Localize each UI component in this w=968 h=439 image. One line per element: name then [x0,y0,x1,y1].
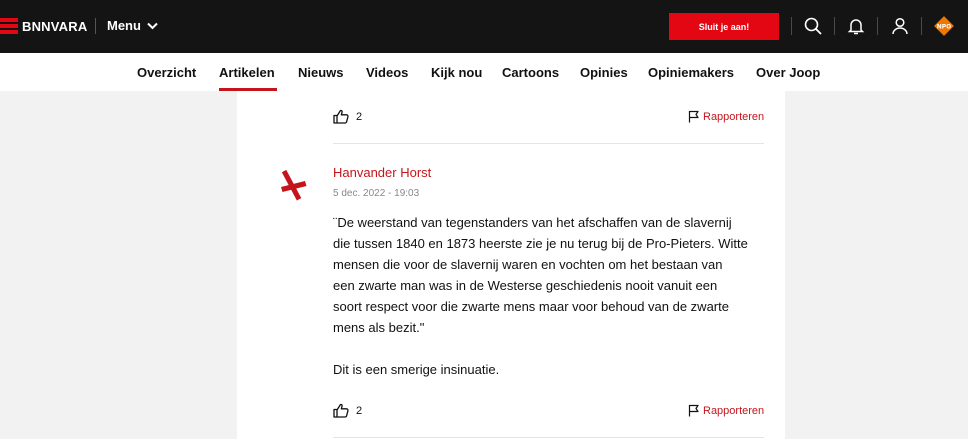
avatar [277,167,309,211]
comment-closing: Dit is een smerige insinuatie. [333,362,500,377]
report-link[interactable] [688,110,764,123]
user-icon[interactable] [888,14,912,38]
bell-icon[interactable] [844,14,868,38]
chevron-down-icon [147,22,158,30]
nav-item-kijk-nou[interactable]: Kijk nou [431,65,483,80]
divider [95,18,96,34]
comment-author[interactable]: Hanvander Horst [333,165,432,180]
nav-item-nieuws[interactable]: Nieuws [298,65,344,80]
thumbs-up-icon [333,403,349,418]
top-bar [0,0,968,53]
svg-text:NPO: NPO [936,23,952,31]
nav-item-artikelen[interactable]: Artikelen [219,65,275,80]
divider [791,17,792,35]
menu-label: Menu [107,18,141,33]
nav-item-videos[interactable]: Videos [366,65,409,80]
divider [921,17,922,35]
nav-item-overzicht[interactable]: Overzicht [137,65,197,80]
section-nav [0,53,968,91]
brand-logo[interactable] [0,15,87,37]
report-link[interactable] [688,404,764,417]
nav-item-opinies[interactable]: Opinies [580,65,628,80]
like-count: 2 [356,110,363,123]
join-button[interactable]: Sluit je aan! [669,13,779,40]
nav-item-over-joop[interactable]: Over Joop [756,65,821,80]
flag-icon [688,110,700,123]
report-label: Rapporteren [703,110,765,123]
comment-divider [333,143,764,144]
nav-item-cartoons[interactable]: Cartoons [502,65,560,80]
divider [834,17,835,35]
logo-mark-icon [0,16,18,36]
comments-section [237,91,785,439]
thumbs-up-icon [333,109,349,124]
menu-button[interactable] [107,18,158,33]
comment-line: ¨De weerstand van tegenstanders van het afschaffen van de slavernij [333,215,732,230]
report-label: Rapporteren [703,404,765,417]
like-button[interactable] [333,403,362,418]
like-count: 2 [356,404,363,417]
logo-text: BNNVARA [22,18,88,34]
nav-item-opiniemakers[interactable]: Opiniemakers [648,65,734,80]
flag-icon [688,404,700,417]
npo-logo-icon[interactable] [933,15,955,37]
comment-date: 5 dec. 2022 - 19:03 [333,188,420,199]
like-button[interactable] [333,109,362,124]
comment-line: mensen die voor de slavernij waren en vochten om het bestaan van [333,257,723,272]
comment-line: mens als bezit." [333,320,425,335]
comment-line: een zwarte man was in de Westerse geschiedenis nooit vanuit een [333,278,718,293]
comment-divider [333,437,764,438]
divider [877,17,878,35]
comment-line: soort respect voor die zwarte mens maar voor behoud van de zwarte [333,299,729,314]
search-icon[interactable] [801,14,825,38]
comment-line: die tussen 1840 en 1873 heerste zie je nu terug bij de Pro-Pieters. Witte [333,236,748,251]
comment-body [333,212,773,380]
